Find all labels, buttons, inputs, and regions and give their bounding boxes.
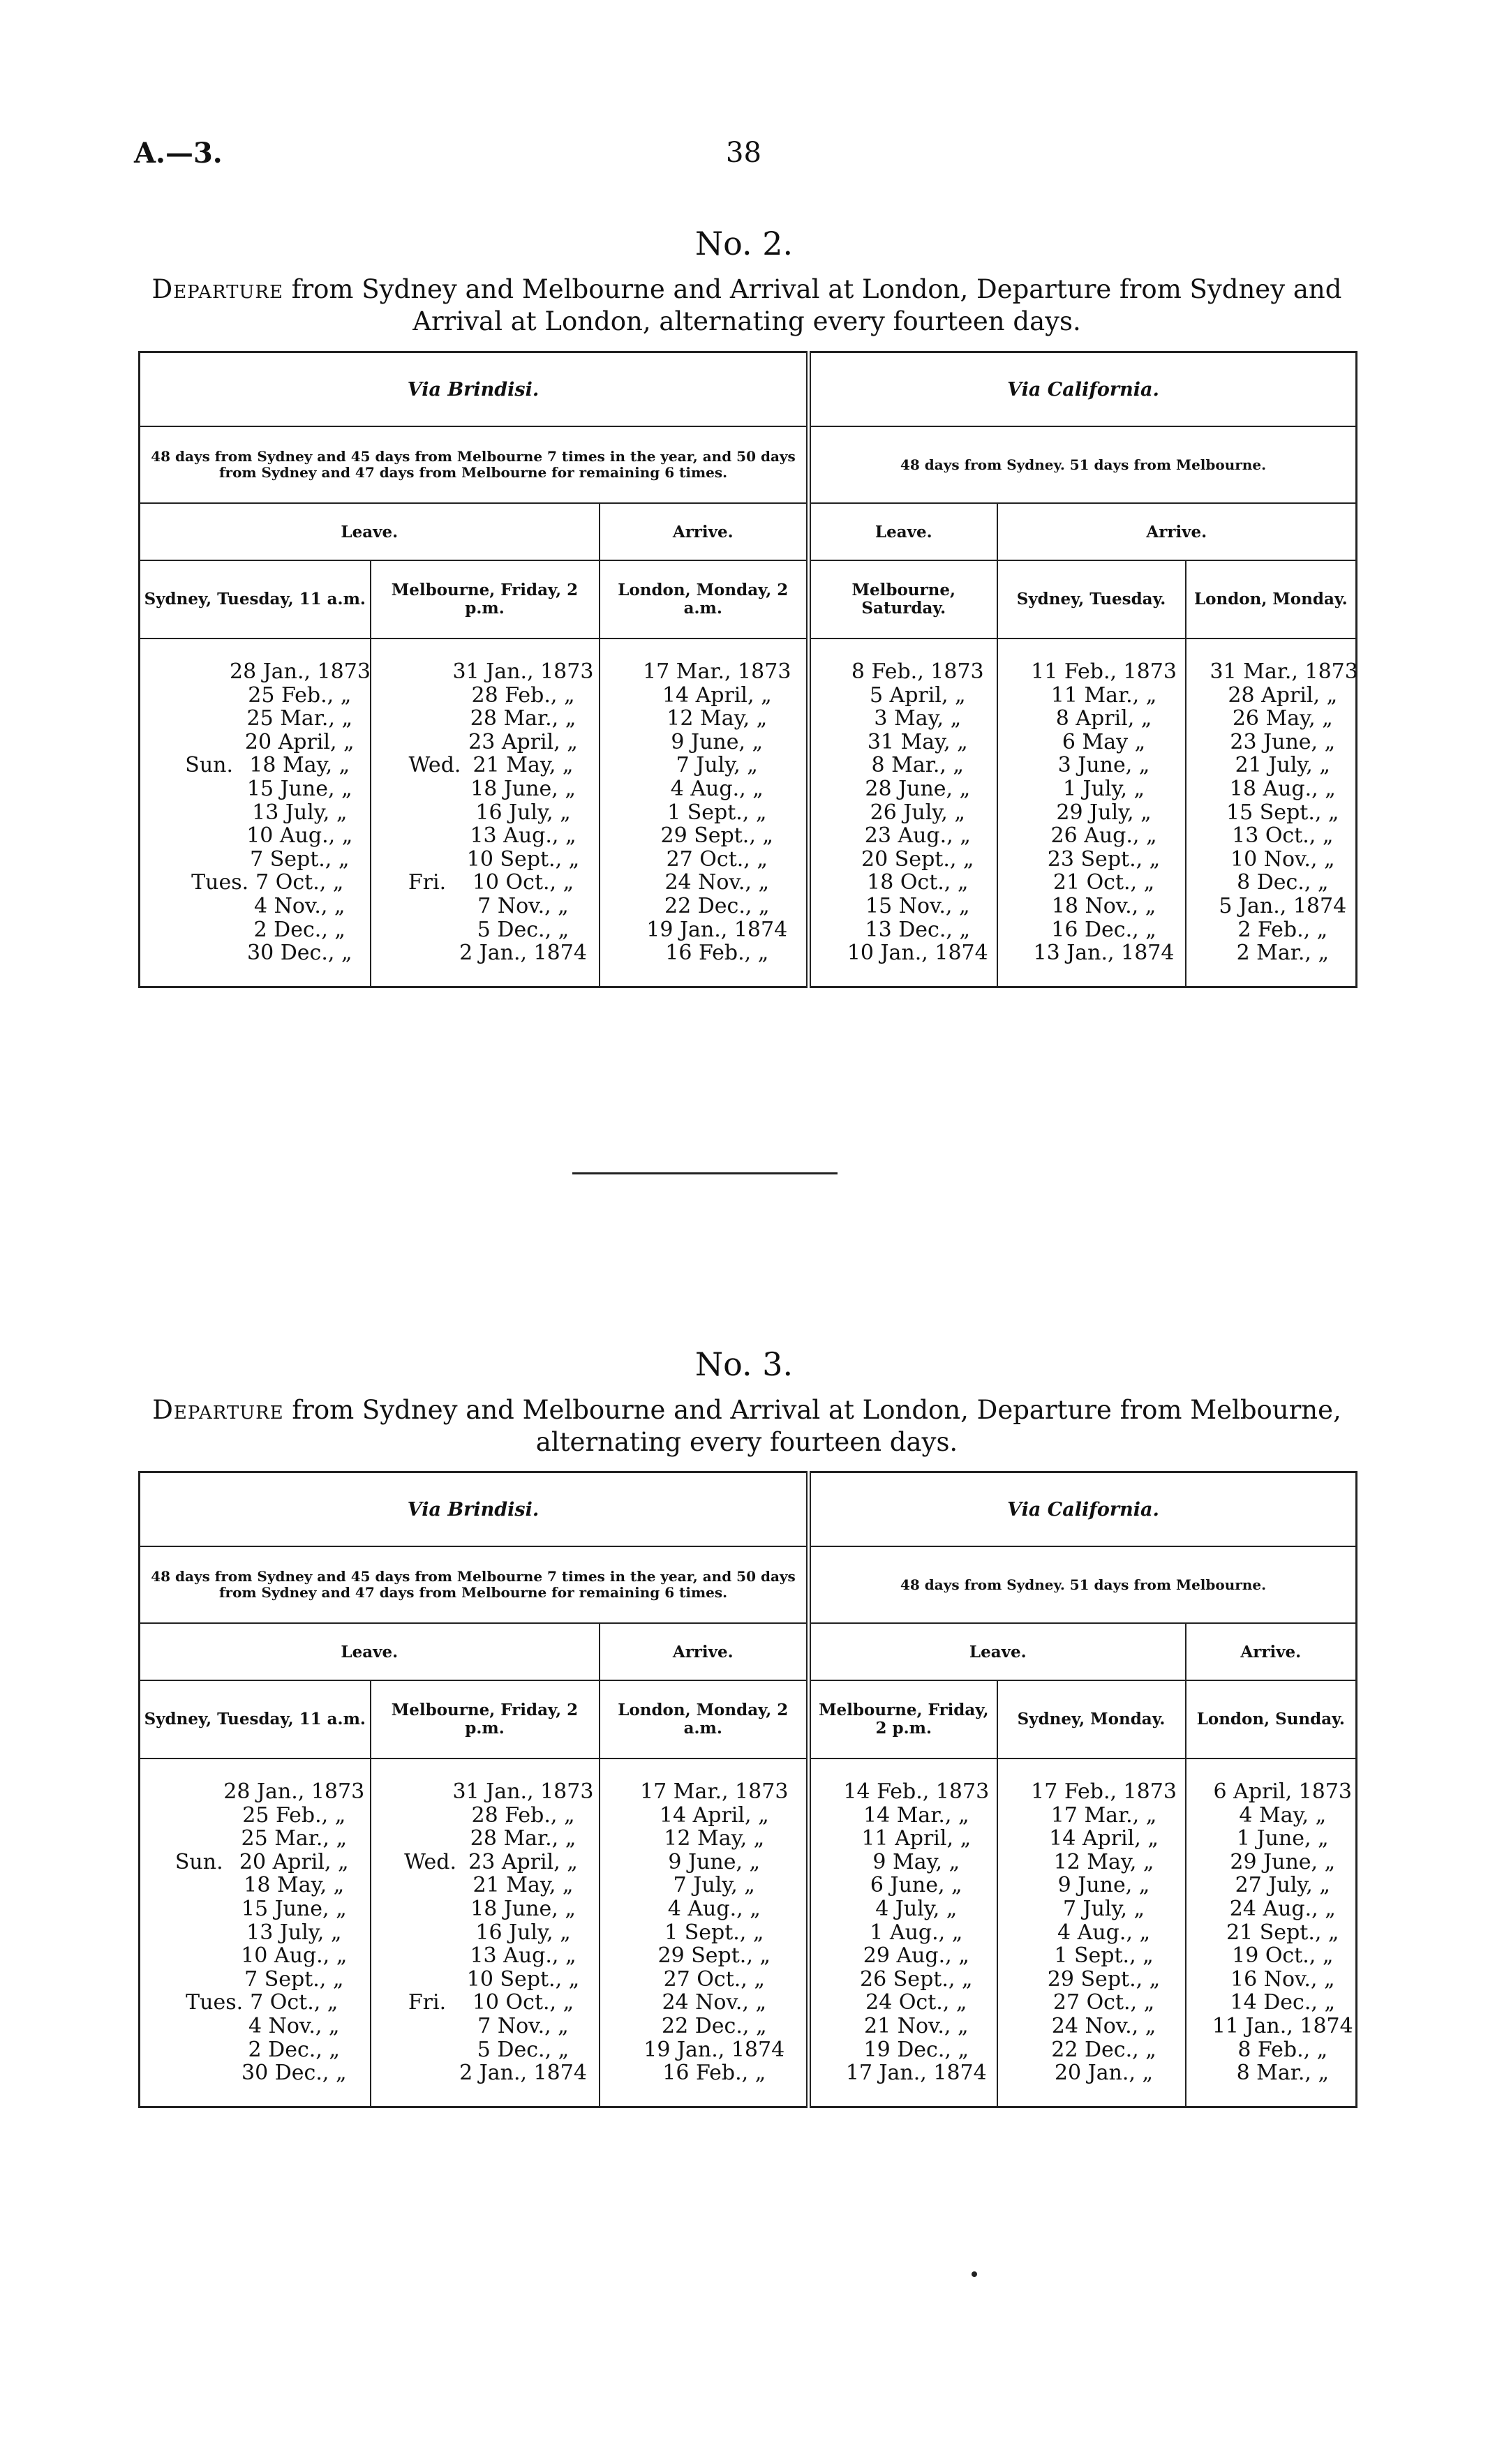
date-entry: 5 April, „ <box>869 682 966 708</box>
date-column <box>1186 639 1357 987</box>
date-entry: 2 Jan., 1874 <box>459 941 587 966</box>
date-entry: 6 June, „ <box>870 1873 962 1898</box>
date-entry: 26 Aug., „ <box>1050 823 1157 849</box>
date-entry: 1 Sept., „ <box>1054 1943 1154 1969</box>
date-entry: 14 April, „ <box>1049 1826 1159 1851</box>
date-entry: 5 Dec., „ <box>477 917 570 942</box>
date-entry: 4 Aug., „ <box>667 1896 761 1921</box>
leave-header: Leave. <box>140 1623 600 1680</box>
date-entry: 30 Dec., „ <box>247 941 352 966</box>
column-header: Melbourne, Saturday. <box>809 560 997 639</box>
date-entry: 25 Mar., „ <box>246 706 352 731</box>
date-entry: 13 Dec., „ <box>865 917 970 942</box>
table-number: No. 2. <box>694 225 794 262</box>
date-entry: 17 Feb., 1873 <box>1031 1779 1177 1804</box>
date-entry: 4 May, „ <box>1239 1802 1327 1828</box>
date-entry: 8 Dec., „ <box>1237 870 1329 895</box>
date-column <box>140 1759 371 2107</box>
date-entry: 17 Mar., 1873 <box>643 659 791 684</box>
leave-header: Leave. <box>809 1623 1186 1680</box>
date-entry: 19 Jan., 1874 <box>643 2037 785 2062</box>
via-brindisi-header: Via Brindisi. <box>407 378 540 401</box>
date-entry: 13 Oct., „ <box>1232 823 1334 849</box>
date-entry: 10 Jan., 1874 <box>847 941 988 966</box>
date-entry: 30 Dec., „ <box>241 2061 347 2086</box>
date-entry: 28 Feb., „ <box>471 682 575 708</box>
date-column <box>371 639 600 987</box>
date-entry: 3 May, „ <box>874 706 962 731</box>
date-entry: 12 May, „ <box>1053 1849 1154 1874</box>
date-entry: 10 Aug., „ <box>241 1943 348 1969</box>
stray-mark <box>972 2271 977 2277</box>
column-header: London, Monday. <box>1186 560 1357 639</box>
date-entry: 2 Mar., „ <box>1236 941 1329 966</box>
date-entry: 27 July, „ <box>1235 1873 1330 1898</box>
date-entry: 20 Sept., „ <box>861 846 974 872</box>
date-entry: 23 Sept., „ <box>1047 846 1161 872</box>
date-entry: 21 Oct., „ <box>1052 870 1155 895</box>
date-entry: 11 April, „ <box>861 1826 972 1851</box>
date-entry: 22 Dec., „ <box>1051 2037 1156 2062</box>
date-entry: 2 Jan., 1874 <box>459 2061 587 2086</box>
date-entry: Fri. 10 Oct., „ <box>408 870 574 895</box>
date-entry: 29 June, „ <box>1230 1849 1336 1874</box>
date-entry: 20 April, „ <box>244 729 355 754</box>
date-entry: 11 Jan., 1874 <box>1212 2013 1353 2038</box>
date-column <box>371 1759 600 2107</box>
date-entry: 12 May, „ <box>667 706 768 731</box>
date-entry: 1 June, „ <box>1236 1826 1329 1851</box>
column-header: Sydney, Tuesday. <box>997 560 1186 639</box>
date-entry: 26 Sept., „ <box>860 1966 973 1992</box>
date-column <box>600 639 809 987</box>
date-entry: 24 Nov., „ <box>1051 2013 1156 2038</box>
date-entry: 25 Feb., „ <box>248 682 352 708</box>
date-entry: 7 Sept., „ <box>250 846 350 872</box>
date-entry: 13 July, „ <box>252 800 348 825</box>
table-caption <box>140 1394 1354 1458</box>
date-entry: 21 Sept., „ <box>1226 1920 1339 1945</box>
date-entry: 23 Aug., „ <box>864 823 971 849</box>
date-entry: 27 Oct., „ <box>1052 1990 1155 2015</box>
date-entry: 13 July, „ <box>246 1920 342 1945</box>
column-header: Melbourne, Friday, 2 p.m. <box>371 1680 600 1759</box>
date-entry: 14 Mar., „ <box>863 1802 969 1828</box>
date-entry: 1 Aug., „ <box>870 1920 963 1945</box>
date-entry: 31 Jan., 1873 <box>452 659 594 684</box>
date-entry: 14 Dec., „ <box>1230 1990 1335 2015</box>
date-entry: 6 May „ <box>1062 729 1146 754</box>
date-entry: 19 Dec., „ <box>863 2037 969 2062</box>
date-entry: 31 Jan., 1873 <box>452 1779 594 1804</box>
date-entry: 28 April, „ <box>1228 682 1338 708</box>
arrive-header: Arrive. <box>600 503 809 560</box>
date-entry: 4 Nov., „ <box>254 893 345 918</box>
date-entry: 29 Aug., „ <box>863 1943 969 1969</box>
date-entry: 29 Sept., „ <box>657 1943 771 1969</box>
date-entry: 2 Dec., „ <box>253 917 345 942</box>
date-entry: 24 Nov., „ <box>662 1990 767 2015</box>
date-entry: 26 May, „ <box>1232 706 1333 731</box>
via-california-header: Via California. <box>809 1472 1357 1547</box>
date-entry: 4 Aug., „ <box>1057 1920 1150 1945</box>
date-entry: 7 Nov., „ <box>477 2013 569 2038</box>
date-entry: 13 Jan., 1874 <box>1033 941 1175 966</box>
date-entry: 16 Feb., „ <box>665 941 769 966</box>
date-entry: 14 Feb., 1873 <box>843 1779 990 1804</box>
date-entry: 25 Feb., „ <box>242 1802 346 1828</box>
date-entry: 19 Jan., 1874 <box>646 917 788 942</box>
date-entry: 29 July, „ <box>1056 800 1152 825</box>
date-entry: 10 Aug., „ <box>246 823 353 849</box>
caption-text: from Sydney and Melbourne and Arrival at London, Departure from Melbourne, alternating every fourteen days. <box>283 1395 1341 1457</box>
leave-header: Leave. <box>140 503 600 560</box>
date-entry: 4 Nov., „ <box>248 2013 340 2038</box>
date-entry: 1 July, „ <box>1062 776 1145 801</box>
column-header: Sydney, Tuesday, 11 a.m. <box>140 1680 371 1759</box>
date-entry: 7 July, „ <box>1062 1896 1145 1921</box>
date-entry: 10 Nov., „ <box>1230 846 1335 872</box>
date-entry: Wed. 23 April, „ <box>404 1849 578 1874</box>
date-entry: 15 June, „ <box>246 776 352 801</box>
date-entry: 27 Oct., „ <box>663 1966 765 1992</box>
date-entry: 24 Aug., „ <box>1229 1896 1336 1921</box>
date-entry: 15 Nov., „ <box>865 893 970 918</box>
date-entry: 20 Jan., „ <box>1054 2061 1154 2086</box>
date-entry: 29 Sept., „ <box>660 823 773 849</box>
date-entry: 16 Nov., „ <box>1230 1966 1335 1992</box>
date-column <box>600 1759 809 2107</box>
date-entry: 29 Sept., „ <box>1047 1966 1161 1992</box>
date-entry: 23 June, „ <box>1230 729 1336 754</box>
via-brindisi-header: Via Brindisi. <box>407 1498 540 1521</box>
date-entry: 15 Sept., „ <box>1226 800 1339 825</box>
caption-lead-word: Departure <box>151 274 283 304</box>
date-column <box>140 639 371 987</box>
date-entry: 4 Aug., „ <box>670 776 764 801</box>
date-entry: Sun. 20 April, „ <box>174 1849 349 1874</box>
date-entry: 9 June, „ <box>668 1849 761 1874</box>
caption-lead-word: Departure <box>152 1395 284 1425</box>
days-note-left: 48 days from Sydney and 45 days from Melbourne 7 times in the year, and 50 days from Sydney and 47 days from Melbourne for remaining 6 times. <box>140 426 809 503</box>
date-entry: 8 Mar., „ <box>1236 2061 1329 2086</box>
date-entry: 10 Sept., „ <box>466 846 580 872</box>
date-entry: 4 July, „ <box>875 1896 958 1921</box>
date-entry: 18 June, „ <box>470 1896 576 1921</box>
date-entry: 7 July, „ <box>676 753 758 778</box>
date-entry: 8 Feb., 1873 <box>851 659 984 684</box>
date-entry: Wed. 21 May, „ <box>408 753 574 778</box>
date-entry: Sun. 18 May, „ <box>185 753 350 778</box>
date-entry: 8 Mar., „ <box>871 753 964 778</box>
date-entry: 26 July, „ <box>870 800 965 825</box>
date-entry: 22 Dec., „ <box>662 2013 767 2038</box>
date-entry: 8 April, „ <box>1055 706 1152 731</box>
arrive-header: Arrive. <box>997 503 1357 560</box>
column-header: Sydney, Tuesday, 11 a.m. <box>140 560 371 639</box>
date-column <box>997 1759 1186 2107</box>
column-header: Sydney, Monday. <box>997 1680 1186 1759</box>
date-entry: Fri. 10 Oct., „ <box>408 1990 574 2015</box>
timetable-no2 <box>138 351 1357 988</box>
date-entry: 27 Oct., „ <box>666 846 768 872</box>
date-entry: 31 May, „ <box>867 729 968 754</box>
timetable-no3 <box>138 1471 1357 2108</box>
date-entry: 7 Nov., „ <box>477 893 569 918</box>
date-entry: 22 Dec., „ <box>664 893 770 918</box>
date-entry: 11 Mar., „ <box>1050 682 1157 708</box>
date-entry: 16 July, „ <box>475 1920 571 1945</box>
date-entry: 6 April, 1873 <box>1213 1779 1352 1804</box>
date-entry: 1 Sept., „ <box>664 1920 764 1945</box>
date-entry: 12 May, „ <box>664 1826 765 1851</box>
date-entry: 8 Feb., „ <box>1237 2037 1328 2062</box>
date-entry: Tues. 7 Oct., „ <box>186 1990 338 2015</box>
date-entry: 13 Aug., „ <box>470 1943 576 1969</box>
section-divider <box>572 1172 838 1174</box>
date-entry: 28 Mar., „ <box>470 1826 576 1851</box>
column-header: London, Sunday. <box>1186 1680 1357 1759</box>
date-entry: 11 Feb., 1873 <box>1031 659 1177 684</box>
page-number: 38 <box>726 137 761 169</box>
column-header: Melbourne, Friday, 2 p.m. <box>371 560 600 639</box>
date-entry: 24 Oct., „ <box>865 1990 967 2015</box>
days-note-right: 48 days from Sydney. 51 days from Melbourne. <box>809 426 1357 503</box>
date-entry: 16 July, „ <box>475 800 571 825</box>
date-entry: 31 Mar., 1873 <box>1210 659 1358 684</box>
date-entry: 1 Sept., „ <box>667 800 767 825</box>
column-header: London, Monday, 2 a.m. <box>600 560 809 639</box>
date-entry: 14 April, „ <box>659 1802 769 1828</box>
date-entry: 28 Feb., „ <box>471 1802 575 1828</box>
date-entry: 17 Jan., 1874 <box>845 2061 987 2086</box>
date-entry: 14 April, „ <box>662 682 772 708</box>
date-entry: 17 Mar., 1873 <box>640 1779 789 1804</box>
via-california-header: Via California. <box>809 352 1357 427</box>
date-entry: 5 Dec., „ <box>477 2037 570 2062</box>
date-entry: 21 Nov., „ <box>863 2013 969 2038</box>
date-entry: 3 June, „ <box>1057 753 1150 778</box>
date-entry: 16 Feb., „ <box>662 2061 766 2086</box>
arrive-header: Arrive. <box>1186 1623 1357 1680</box>
date-entry: 18 Nov., „ <box>1051 893 1156 918</box>
column-header: Melbourne, Friday, 2 p.m. <box>809 1680 997 1759</box>
date-entry: 18 Aug., „ <box>1229 776 1336 801</box>
date-entry: 18 Oct., „ <box>867 870 969 895</box>
date-entry: 7 July, „ <box>673 1873 755 1898</box>
date-column <box>809 1759 997 2107</box>
date-entry: 21 July, „ <box>1235 753 1330 778</box>
date-entry: 21 May, „ <box>473 1873 574 1898</box>
date-entry: 5 Jan., 1874 <box>1219 893 1347 918</box>
date-entry: 2 Feb., „ <box>1237 917 1328 942</box>
date-entry: 9 June, „ <box>671 729 764 754</box>
date-entry: 28 Mar., „ <box>470 706 576 731</box>
date-entry: 13 Aug., „ <box>470 823 576 849</box>
date-entry: 19 Oct., „ <box>1232 1943 1334 1969</box>
days-note-left: 48 days from Sydney and 45 days from Melbourne 7 times in the year, and 50 days from Sydney and 47 days from Melbourne for remaining 6 times. <box>140 1546 809 1623</box>
date-entry: 9 May, „ <box>872 1849 960 1874</box>
table-number: No. 3. <box>694 1345 794 1383</box>
date-entry: 25 Mar., „ <box>241 1826 347 1851</box>
date-entry: 7 Sept., „ <box>244 1966 344 1992</box>
document-code: A.—3. <box>134 137 223 170</box>
table-caption <box>140 274 1354 338</box>
date-entry: 28 Jan., 1873 <box>230 659 371 684</box>
days-note-right: 48 days from Sydney. 51 days from Melbourne. <box>809 1546 1357 1623</box>
date-entry: 2 Dec., „ <box>248 2037 340 2062</box>
date-entry: 9 June, „ <box>1057 1873 1150 1898</box>
date-entry: Tues. 7 Oct., „ <box>191 870 344 895</box>
caption-text: from Sydney and Melbourne and Arrival at London, Departure from Sydney and Arrival at London, alternating every fourteen days. <box>283 274 1342 336</box>
date-entry: 10 Sept., „ <box>466 1966 580 1992</box>
date-entry: 18 June, „ <box>470 776 576 801</box>
arrive-header: Arrive. <box>600 1623 809 1680</box>
date-column <box>1186 1759 1357 2107</box>
date-entry: 18 May, „ <box>244 1873 345 1898</box>
date-entry: 16 Dec., „ <box>1051 917 1156 942</box>
date-column <box>809 639 997 987</box>
date-entry: 28 June, „ <box>865 776 971 801</box>
date-entry: 28 Jan., 1873 <box>223 1779 365 1804</box>
leave-header: Leave. <box>809 503 997 560</box>
date-entry: 17 Mar., „ <box>1050 1802 1157 1828</box>
date-entry: 15 June, „ <box>241 1896 347 1921</box>
column-header: London, Monday, 2 a.m. <box>600 1680 809 1759</box>
date-column <box>997 639 1186 987</box>
date-entry: 24 Nov., „ <box>664 870 770 895</box>
date-entry: 23 April, „ <box>468 729 578 754</box>
